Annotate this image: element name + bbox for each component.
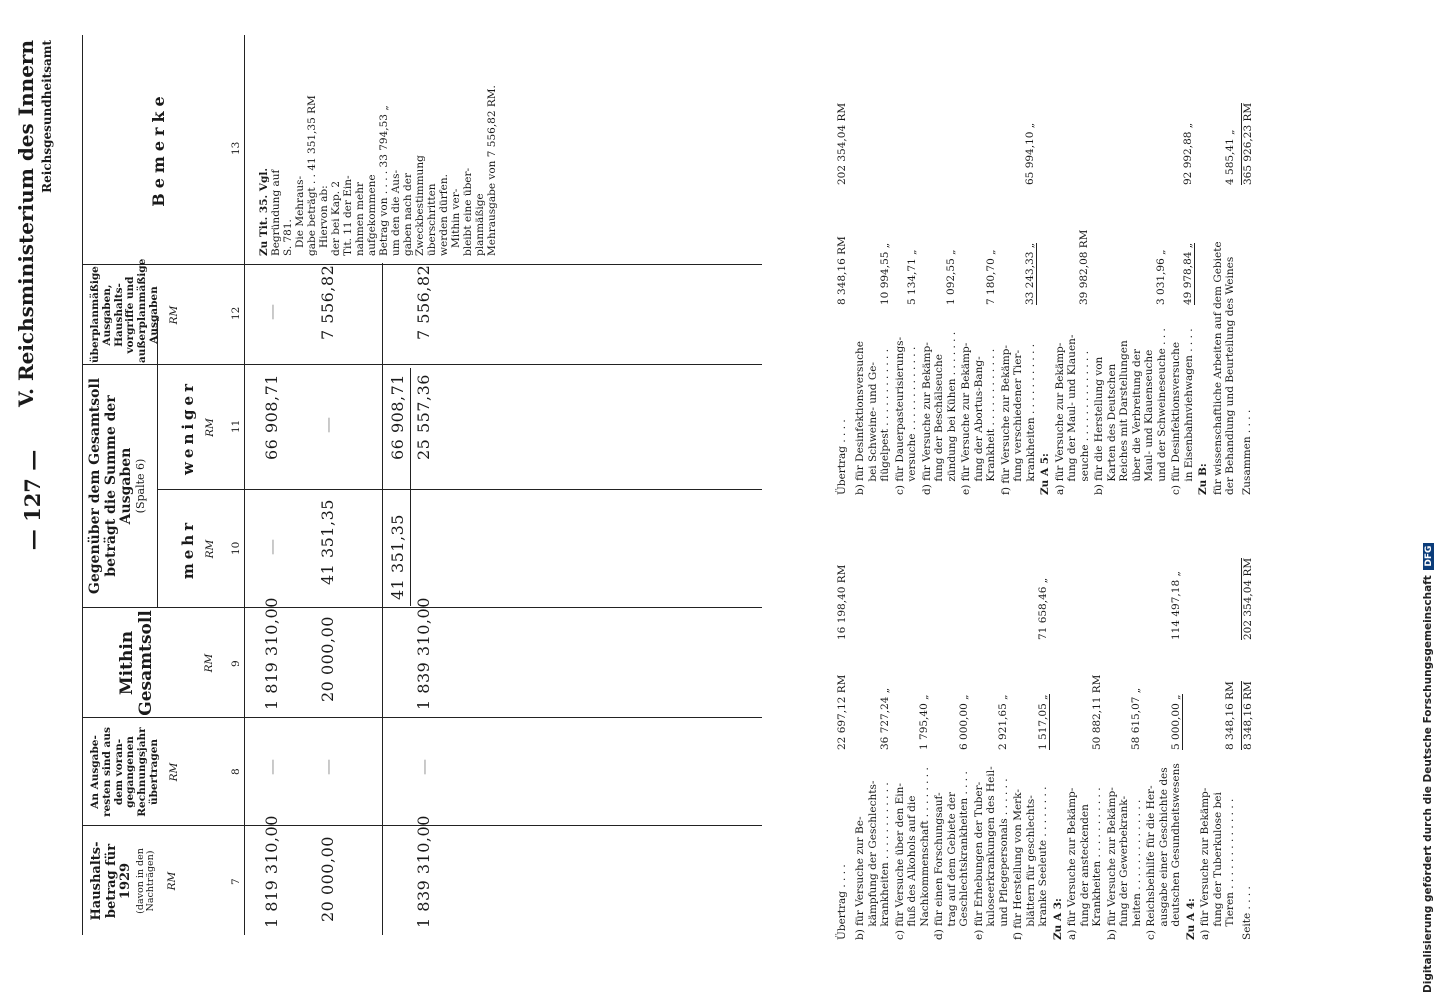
group-header-sub: (Spalte 6) (134, 458, 148, 514)
right-item-value: 3 031,96 „ (1155, 249, 1167, 305)
left-item-text: a) für Versuche zur Bekämp- fung der ansteckenden Krankheiten . . . . . . . . . . . (1066, 787, 1103, 940)
right-item (1212, 15, 1237, 495)
remark-line: Tit. 11 der Ein- (342, 175, 354, 256)
col-divider-8-9 (82, 717, 762, 718)
col-10-no: 10 (230, 541, 242, 555)
col-13-title: Bemerke (149, 91, 168, 207)
left-item-text: Zu A 4: (1184, 898, 1197, 940)
left-item-text: c) für Versuche über den Ein- fluß des Alkohols auf die Nachkommenschaft . . . . . . . . (893, 767, 931, 940)
ministry-title: V. Reichsministerium des Innern (14, 40, 38, 407)
row1-c7: 1 819 310,00 (262, 815, 281, 928)
right-item (1000, 15, 1038, 495)
remark-line: bleibt eine über- (462, 167, 474, 256)
remark-line: Zu Tit. 35. Vgl. (258, 168, 270, 256)
col-8-title: An Ausgabe-resten sind aus dem voran-gegangenen Rechnungsjahr übertragen (89, 727, 160, 817)
right-item-value: 33 243,33 „ (1024, 242, 1036, 305)
carry-value-right-2: 202 354,04 RM (836, 102, 848, 185)
col-7-no: 7 (230, 878, 242, 885)
col-8-header (90, 720, 180, 824)
col-divider-10-11 (157, 489, 762, 490)
breakdown-right (836, 15, 1257, 495)
left-item-text: f) für Herstellung von Merk- blättern für geschlechts- kranke Seeleute . . . . . . . . (1012, 786, 1049, 940)
col-7-header (90, 828, 179, 934)
right-item (921, 15, 959, 495)
right-item-text: c) für Desinfektionsversuche in Eisenbahnviehwagen . . . . (1170, 328, 1195, 495)
col-11-title: weniger (179, 380, 197, 475)
remark-line: Hiervon ab: (318, 185, 330, 248)
row2-c7: 20 000,00 (318, 836, 337, 922)
left-item-value: 5 000,00 „ (1169, 694, 1182, 750)
col-13-header (150, 35, 168, 263)
carry-value-left-1: 22 697,12 RM (836, 674, 848, 750)
left-item-text: Zu A 3: (1051, 898, 1064, 940)
total-c7: 1 839 310,00 (414, 815, 433, 928)
right-item-text: b) für die Herstellung von Karten des Deutschen Reiches mit Darstellungen über die Verbreitung der Maul- und Klauenseuche und der Schweineseuche . . . (1093, 328, 1168, 495)
right-item-text: d) für Versuche zur Bekämp- fung der Beschälseuche zündung bei Kühen . . . . . . . (920, 331, 958, 495)
total-label: Zusammen . . . . (1240, 409, 1253, 495)
remark-line: um den die Aus- (390, 169, 402, 256)
dfg-note-text (1418, 8, 1434, 993)
office-subtitle: Reichsgesundheitsamt (40, 40, 54, 193)
total-value: 365 926,23 RM (1241, 102, 1254, 185)
carry-label-right: Übertrag . . . . (836, 419, 848, 495)
row1-c11: 66 908,71 (262, 374, 281, 460)
dfg-note-label: Digitalisierung gefördert durch die Deutsche Forschungsgemeinschaft (1422, 575, 1434, 993)
remark-line: aufgekommene (366, 174, 378, 256)
left-item-value: 36 727,24 „ (878, 687, 891, 750)
remark-line: der bei Kap. 2 (330, 180, 342, 256)
left-item-sum: 71 658,46 „ (1036, 577, 1049, 640)
total-c10: 41 351,35 (388, 514, 407, 600)
right-item-sum: 65 994,10 „ (1024, 122, 1036, 185)
right-item (1039, 15, 1052, 495)
left-item-text: a) für Versuche zur Bekämp- fung der Tuberkulose bei Tieren . . . . . . . . . . . . . . (1199, 787, 1236, 940)
col-7-title: Haushalts-betrag für 1929 (89, 841, 134, 921)
right-item-text: für wissenschaftliche Arbeiten auf dem Gebiete der Behandlung und Beurteilung des Weines (1211, 241, 1236, 495)
right-item-text: Zu B: (1197, 463, 1209, 495)
col-12-no: 12 (230, 306, 242, 320)
left-item (973, 520, 1011, 940)
left-item-value: 58 615,07 „ (1130, 687, 1142, 750)
totals-rule (382, 263, 383, 935)
left-item (1145, 520, 1183, 940)
row1-c12: — (262, 303, 281, 320)
breakdown-left (836, 520, 1257, 940)
col-8-unit: RM (167, 762, 180, 782)
remark-line: Begründung auf (270, 169, 282, 256)
left-item-value: 6 000,00 „ (957, 694, 970, 750)
right-item-value: 7 180,70 „ (984, 249, 997, 305)
right-item-text: c) für Dauerpasteurisierungs- versuche . . . . . . . . . . . . . (893, 336, 918, 495)
dfg-logo: DFG (1423, 543, 1434, 570)
carry-value-right-1: 8 348,16 RM (836, 236, 848, 305)
col-12-header (89, 258, 180, 363)
col-11-header (180, 367, 217, 488)
row2-c9: 20 000,00 (318, 616, 337, 702)
row1-c10: — (262, 538, 281, 555)
right-item-value: 49 978,84 „ (1182, 242, 1194, 305)
right-item-text: e) für Versuche zur Bekämp- fung der Abortus-Bang- Krankheit . . . . . . . . . . . . (960, 342, 997, 495)
left-item (1012, 520, 1050, 940)
page-value-1: 8 348,16 RM (1241, 681, 1254, 750)
col-12-unit: RM (167, 305, 180, 325)
left-item (854, 520, 892, 940)
col-10-header (180, 492, 217, 606)
left-item (1185, 520, 1198, 940)
col-7-sub: (davon in den Nachträgen) (134, 848, 157, 914)
dfg-note (1415, 8, 1434, 993)
right-item (960, 15, 998, 495)
right-item-value: 1 092,55 „ (945, 249, 957, 305)
col-11-no: 11 (230, 419, 242, 433)
remark-line: gaben nach der (402, 173, 414, 256)
remark-line: nahmen mehr (354, 181, 366, 256)
col-13-no: 13 (230, 141, 242, 155)
right-item (854, 15, 892, 495)
right-item-text: Zu A 5: (1039, 453, 1051, 495)
left-item (1106, 520, 1144, 940)
left-item-value: 1 517,05 „ (1036, 694, 1049, 750)
left-item (1066, 520, 1104, 940)
total-c11: 66 908,71 (388, 374, 407, 460)
col-9-no: 9 (230, 660, 242, 667)
left-item-text: b) für Versuche zur Bekämp- fung der Gewerbekrank- heiten . . . . . . . . . . . . . . (1105, 787, 1143, 940)
right-item-value: 5 134,71 „ (905, 249, 918, 305)
left-item (933, 520, 971, 940)
carry-value-left-2: 16 198,40 RM (836, 564, 848, 640)
col-9-unit: RM (203, 653, 216, 673)
left-item-value: 1 795,40 „ (918, 694, 930, 750)
right-item-text: f) für Versuche zur Bekämp- fung verschiedener Tier- krankheiten . . . . . . . . . . . (999, 343, 1037, 495)
right-item-value: 10 994,55 „ (878, 242, 891, 305)
left-item-value: 2 921,65 „ (997, 694, 1009, 750)
col-8-no: 8 (230, 768, 242, 775)
row2-c11: — (318, 416, 337, 433)
remark-line: Zweckbestimmung (414, 155, 426, 256)
difference-rule (410, 368, 411, 606)
carry-label-left: Übertrag . . . . (836, 864, 848, 940)
remark-line: gabe beträgt . . 41 351,35 RM (306, 95, 318, 256)
left-item-value: 50 882,11 RM (1090, 674, 1103, 750)
table-top-rule (82, 35, 83, 935)
right-item (1054, 15, 1092, 495)
left-item (1199, 520, 1237, 940)
col-9-title: Mithin Gesamtsoll (117, 610, 157, 716)
row2-c8: — (318, 758, 337, 775)
left-item-text: d) für einen Forschungsauf- trag auf dem Gebiete der Geschlechtskrankheiten . . . . (933, 771, 970, 940)
remark-line: überschritten (426, 183, 438, 256)
col-divider-11-12 (82, 364, 762, 365)
left-item-sum: 114 497,18 „ (1169, 571, 1182, 640)
group-header-text: Gegenüber dem Gesamtsoll beträgt die Summe der Ausgaben (87, 377, 135, 595)
remark-line: Betrag von . . . . 33 794,53 „ (378, 105, 390, 256)
row1-c8: — (262, 758, 281, 775)
col-12-title: überplanmäßige Ausgaben, Haushalts-vorgriffe und außerplanmäßige Ausgaben (89, 258, 160, 363)
left-item-text: e) für Erhebungen der Tuber- kuloseerkrankungen des Heil- und Pflegepersonals . . . . . . (972, 766, 1010, 940)
col-7-unit: RM (165, 871, 178, 891)
right-item-text: a) für Versuche zur Bekämp- fung der Maul- und Klauen- seuche . . . . . . . . . . . . . . (1053, 334, 1091, 495)
row1-c9: 1 819 310,00 (262, 597, 281, 710)
right-item (894, 15, 919, 495)
right-item-sum: 4 585,41 „ (1223, 129, 1236, 185)
right-item (1170, 15, 1195, 495)
total-c8: — (414, 758, 433, 775)
row2-c12: 7 556,82 (318, 264, 337, 340)
col-10-title: mehr (179, 518, 197, 580)
remark-line: Mithin ver- (450, 188, 462, 248)
row2-c10: 41 351,35 (318, 499, 337, 585)
total-c12: 7 556,82 (414, 264, 433, 340)
left-item (894, 520, 932, 940)
remark-line: Die Mehraus- (294, 175, 306, 248)
remark-line: planmäßige (474, 193, 486, 256)
total-c11-difference: 25 557,36 (414, 374, 433, 460)
right-item (1197, 15, 1210, 495)
remark-block (258, 36, 498, 256)
left-item-value: 8 348,16 RM (1223, 681, 1236, 750)
left-item-text: b) für Versuche zur Be- kämpfung der Geschlechts- krankheiten . . . . . . . . . . . . (854, 780, 891, 940)
left-item-text: c) Reichsbeihilfe für die Her- ausgabe einer Geschichte des deutschen Gesundheitswesens (1145, 763, 1182, 940)
group-header (88, 366, 147, 606)
remark-line: werden dürfen. (438, 174, 450, 256)
col-9-header (118, 610, 216, 716)
right-item (1093, 15, 1168, 495)
breakdown-left-items (854, 520, 1237, 940)
breakdown-right-items (854, 15, 1237, 495)
right-item-sum: 92 992,88 „ (1182, 122, 1194, 185)
col-10-unit: RM (203, 539, 216, 559)
right-item-text: b) für Desinfektionsversuche bei Schweine- und Ge- flügelpest . . . . . . . . . . . . (854, 341, 891, 495)
total-c9: 1 839 310,00 (414, 597, 433, 710)
page-number: — 127 — (20, 449, 45, 551)
right-item-value: 39 982,08 RM (1078, 229, 1090, 305)
remark-line: Mehrausgabe von 7 556,82 RM. (486, 85, 498, 256)
left-item (1052, 520, 1065, 940)
page-label: Seite . . . . (1240, 886, 1253, 940)
page-value-2: 202 354,04 RM (1241, 557, 1254, 640)
col-11-unit: RM (203, 418, 216, 437)
remark-line: S. 781. (282, 219, 294, 256)
header-bottom-rule (244, 35, 245, 935)
